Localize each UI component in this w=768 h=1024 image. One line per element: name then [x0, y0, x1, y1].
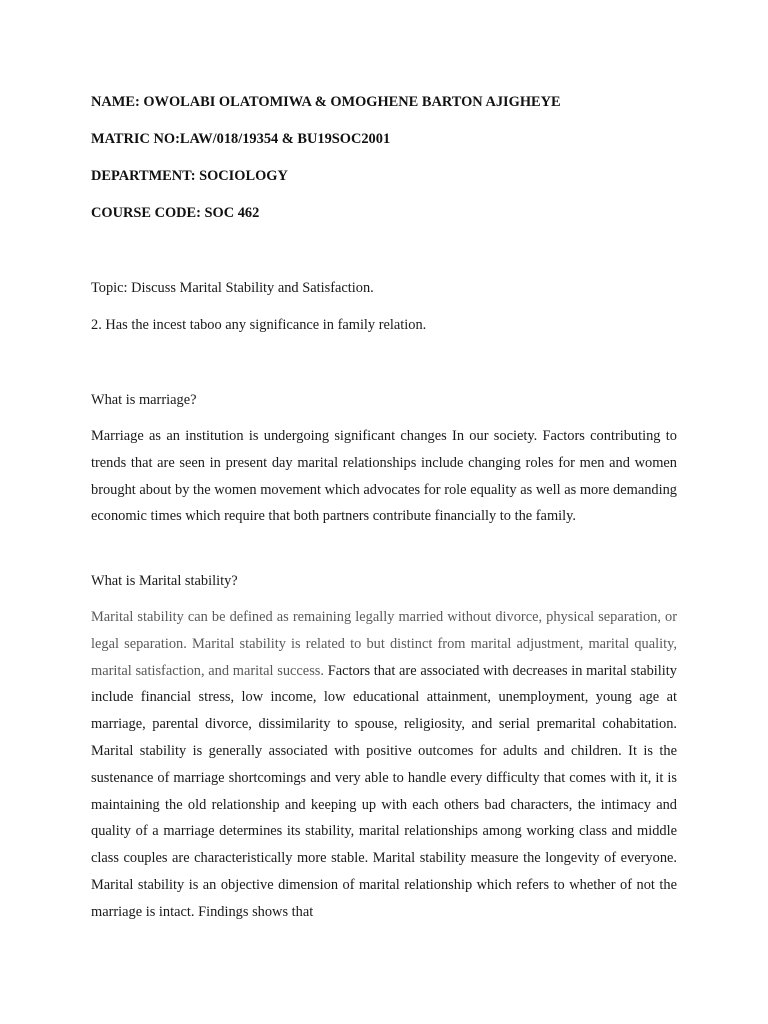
marriage-heading: What is marriage? [91, 392, 197, 408]
marital-stability-heading: What is Marital stability? [91, 573, 238, 589]
matric-number: MATRIC NO:LAW/018/19354 & BU19SOC2001 [91, 131, 391, 147]
marital-stability-paragraph [91, 604, 677, 926]
definition-text: Marital stability can be defined as remaining legally married without divorce, physical separation, or legal separation. Marital stability is related to but distinct from marital adjustment, marital quality, marital satisfaction, and marital success. [91, 609, 677, 679]
topic-line: Topic: Discuss Marital Stability and Satisfaction. [91, 280, 374, 296]
factors-text: Factors that are associated with decreases in marital stability include financial stress, low income, low educational attainment, unemployment, young age at marriage, parental divorce, dissimilarity to spouse, religiosity, and serial premarital cohabitation. Marital stability is generally associated with positive outcomes for adults and children. It is the sustenance of marriage shortcomings and very able to handle every difficulty that comes with it, it is maintaining the old relationship and keeping up with each others bad characters, the intimacy and quality of a marriage determines its stability, marital relationships among working class and middle class couples are characteristically more stable. Marital stability measure the longevity of everyone. Marital stability is an objective dimension of marital relationship which refers to whether of not the marriage is intact. Findings shows that [91, 662, 677, 920]
marriage-paragraph: Marriage as an institution is undergoing significant changes In our society. Factors contributing to trends that are seen in present day marital relationships include changing roles for men and women brought about by the women movement which advocates for role equality as well as more demanding economic times which require that both partners contribute financially to the family. [91, 428, 677, 525]
department: DEPARTMENT: SOCIOLOGY [91, 168, 288, 184]
question-two: 2. Has the incest taboo any significance in family relation. [91, 317, 427, 333]
student-names: NAME: OWOLABI OLATOMIWA & OMOGHENE BARTON AJIGHEYE [91, 94, 561, 110]
course-code: COURSE CODE: SOC 462 [91, 205, 260, 221]
